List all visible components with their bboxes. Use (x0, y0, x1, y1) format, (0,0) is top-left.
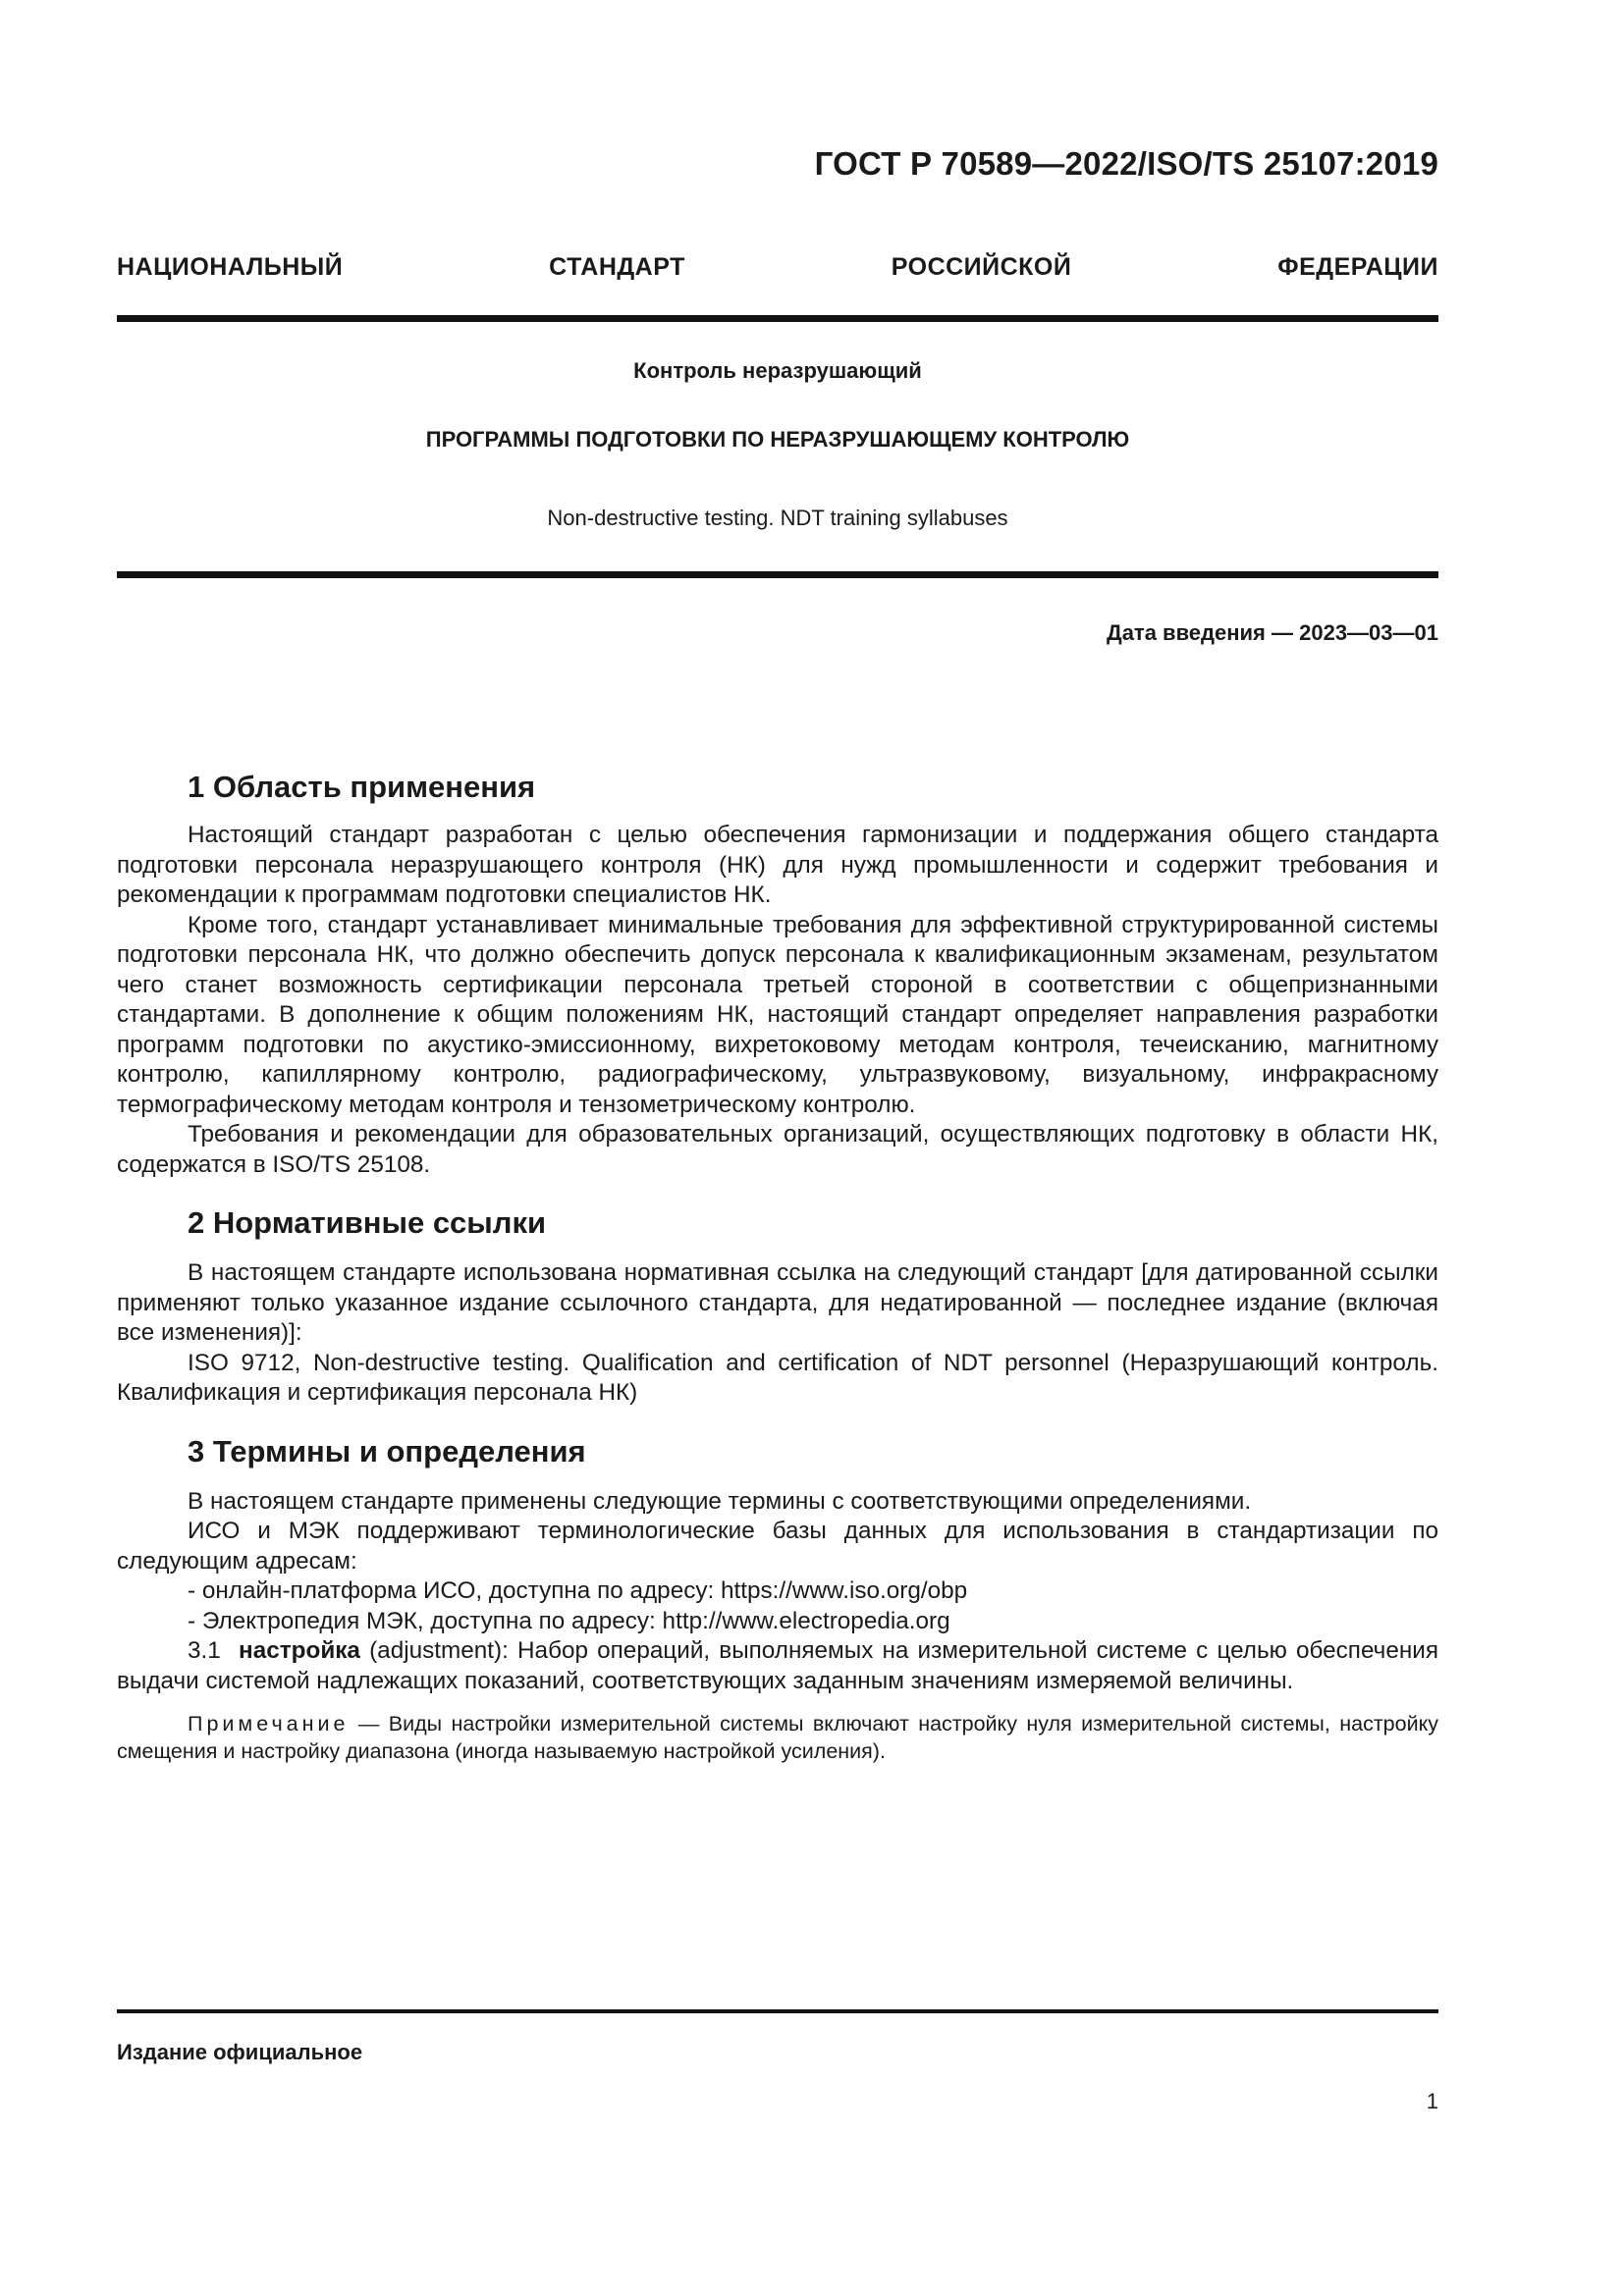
section-2-paragraph-2: ISO 9712, Non-destructive testing. Qualification and certification of NDT personnel (Неразрушающий контроль. Квалификация и сертификация персонала НК) (117, 1349, 1438, 1406)
standard-english-title: Non-destructive testing. NDT training syllabuses (547, 506, 1008, 530)
term-note (117, 1710, 1438, 1765)
term-definition: (adjustment): Набор операций, выполняемых на измерительной системе с целью обеспечения выдачи системой надлежащих показаний, соответствующих заданным значениям измеряемой величины. (117, 1637, 1438, 1694)
document-body (117, 756, 1438, 1765)
section-1-paragraph-2: Кроме того, стандарт устанавливает минимальные требования для эффективной структурированной системы подготовки персонала НК, что должно обеспечить допуск персонала к квалификационным экзаменам, результатом чего станет возможность сертификации персонала третьей стороной в соответствии с общепризнанными стандартами. В дополнение к общим положениям НК, настоящий стандарт определяет направления разработки программ подготовки по акустико-эмиссионному, вихретоковому методам контроля, течеисканию, магнитному контролю, капиллярному контролю, радиографическому, ультразвуковому, визуальному, инфракрасному термографическому методам контроля и тензометрическому контролю. (117, 911, 1438, 1118)
document-number: ГОСТ Р 70589—2022/ISO/TS 25107:2019 (814, 145, 1438, 182)
footer-divider (117, 2009, 1438, 2013)
section-2-paragraph-1: В настоящем стандарте использована нормативная ссылка на следующий стандарт [для датированной ссылки применяют только указанное издание ссылочного стандарта, для недатированной — последнее издание (включая все изменения)]: (117, 1259, 1438, 1346)
introduction-date: Дата введения — 2023—03—01 (1107, 620, 1438, 645)
section-3-iso-address: - онлайн-платформа ИСО, доступна по адресу: https://www.iso.org/obp (188, 1577, 968, 1604)
section-1-heading: 1 Область применения (188, 770, 536, 804)
standard-main-title: ПРОГРАММЫ ПОДГОТОВКИ ПО НЕРАЗРУШАЮЩЕМУ КОНТРОЛЮ (425, 427, 1130, 452)
term-3-1 (117, 1636, 1438, 1696)
section-1-paragraph-1: Настоящий стандарт разработан с целью обеспечения гармонизации и поддержания общего стандарта подготовки персонала неразрушающего контроля (НК) для нужд промышленности и содержит требования и рекомендации к программам подготовки специалистов НК. (117, 822, 1438, 908)
section-3-paragraph-2: ИСО и МЭК поддерживают терминологические базы данных для использования в стандартизации по следующим адресам: (117, 1518, 1438, 1575)
term-number: 3.1 (188, 1637, 221, 1664)
top-divider (117, 315, 1438, 322)
section-3-iec-address: - Электропедия МЭК, доступна по адресу: http://www.electropedia.org (188, 1607, 950, 1634)
standard-group-title: Контроль неразрушающий (633, 358, 922, 383)
section-1-paragraph-3: Требования и рекомендации для образовательных организаций, осуществляющих подготовку в области НК, содержатся в ISO/TS 25108. (117, 1121, 1438, 1178)
title-divider (117, 571, 1438, 578)
note-text: — Виды настройки измерительной системы включают настройку нуля измерительной системы, настройку смещения и настройку диапазона (иногда называемую настройкой усиления). (117, 1712, 1438, 1763)
official-edition-label: Издание официальное (117, 2040, 363, 2064)
section-3-heading: 3 Термины и определения (188, 1433, 586, 1468)
national-standard-heading: НАЦИОНАЛЬНЫЙ СТАНДАРТ РОССИЙСКОЙ ФЕДЕРАЦИИ (117, 253, 1438, 281)
term-name: настройка (239, 1637, 360, 1664)
note-label: Примечание (188, 1712, 350, 1735)
section-3-paragraph-1: В настоящем стандарте применены следующие термины с соответствующими определениями. (188, 1487, 1252, 1515)
page-number: 1 (1426, 2089, 1438, 2113)
section-2-heading: 2 Нормативные ссылки (188, 1205, 547, 1240)
document-page (117, 0, 1438, 2296)
